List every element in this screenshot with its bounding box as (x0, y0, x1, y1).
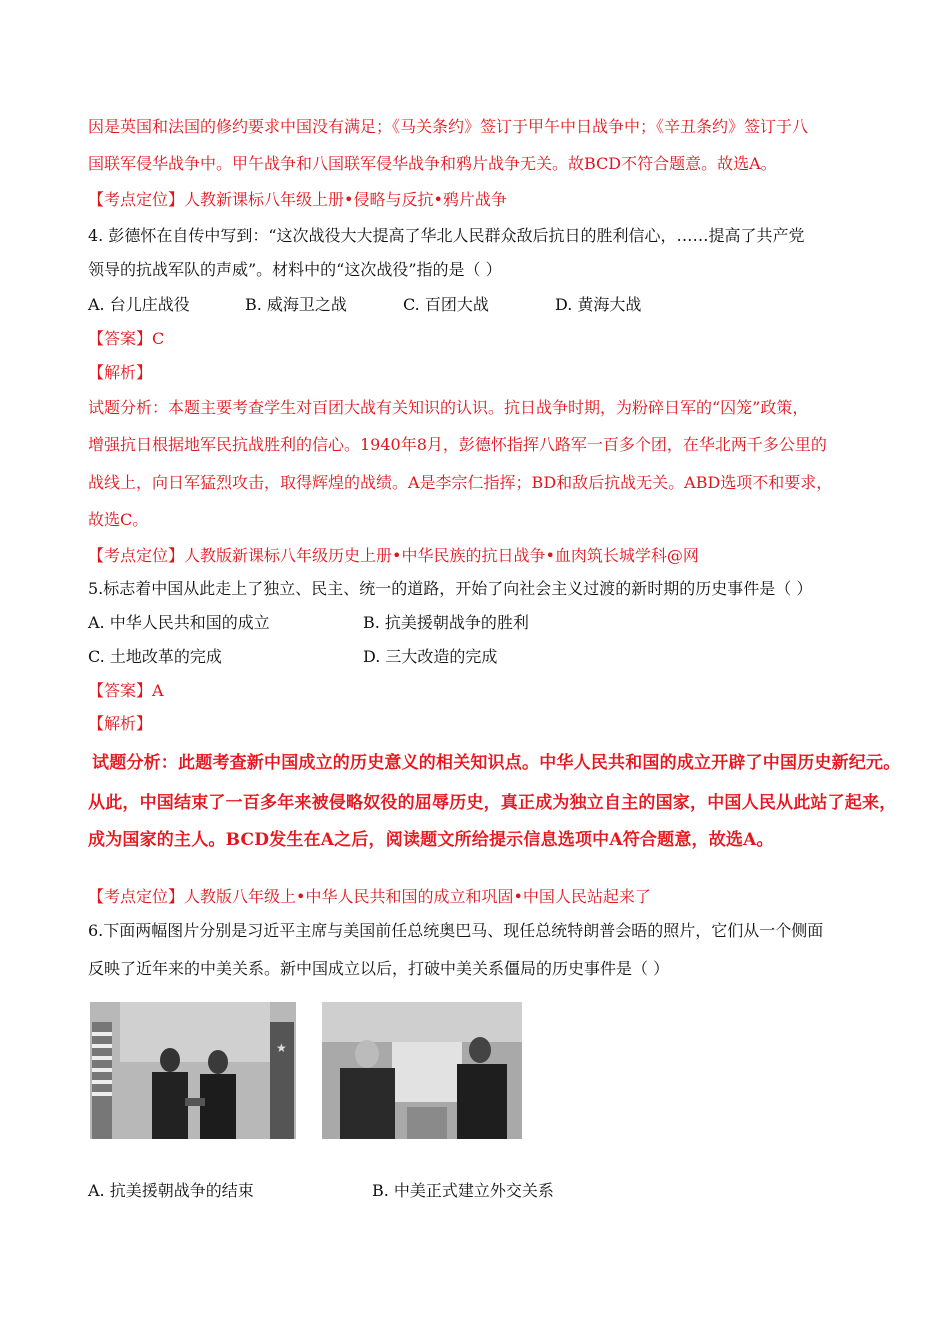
q4-analysis-label: 【解析】 (88, 363, 153, 382)
q5-stem: 5.标志着中国从此走上了独立、民主、统一的道路，开始了向社会主义过渡的新时期的历史事件是（ ） (88, 579, 813, 598)
q4-stem-line-1: 4. 彭德怀在自传中写到：“这次战役大大提高了华北人民群众敌后抗日的胜利信心，……提高了共产党 (88, 226, 805, 245)
q6-stem-line-1: 6.下面两幅图片分别是习近平主席与美国前任总统奥巴马、现任总统特朗普会晤的照片，它们从一个侧面 (88, 921, 824, 940)
photo-obama-meeting (90, 1002, 296, 1139)
q4-analysis-line-1: 试题分析：本题主要考查学生对百团大战有关知识的认识。抗日战争时期，为粉碎日军的“囚笼”政策， (88, 398, 809, 417)
q5-answer: 【答案】A (88, 681, 164, 700)
q4-option-b: B. 威海卫之战 (245, 295, 347, 314)
q6-option-a: A. 抗美援朝战争的结束 (88, 1181, 254, 1200)
q4-analysis-line-4: 故选C。 (88, 510, 149, 529)
q4-option-d: D. 黄海大战 (555, 295, 642, 314)
q4-analysis-line-3: 战线上，向日军猛烈攻击，取得辉煌的战绩。A是李宗仁指挥；BD和敌后抗战无关。ABD选项不和要求， (88, 473, 833, 492)
q5-analysis-label: 【解析】 (88, 714, 153, 733)
q4-analysis-line-2: 增强抗日根据地军民抗战胜利的信心。1940年8月，彭德怀指挥八路军一百多个团，在华北两千多公里的 (88, 435, 827, 454)
q3-analysis-line-2: 国联军侵华战争中。甲午战争和八国联军侵华战争和鸦片战争无关。故BCD不符合题意。故选A。 (88, 154, 777, 173)
q5-analysis-line-1: 试题分析：此题考查新中国成立的历史意义的相关知识点。中华人民共和国的成立开辟了中国历史新纪元。 (92, 753, 901, 773)
q5-option-a: A. 中华人民共和国的成立 (88, 613, 270, 632)
svg-text:★: ★ (276, 1041, 287, 1055)
q3-analysis-line-1: 因是英国和法国的修约要求中国没有满足；《马关条约》签订于甲午中日战争中；《辛丑条约》签订于八 (88, 117, 809, 136)
q3-knowledge-point: 【考点定位】人教新课标八年级上册•侵略与反抗•鸦片战争 (88, 190, 507, 209)
photo-trump-meeting (322, 1002, 522, 1139)
q4-option-a: A. 台儿庄战役 (88, 295, 190, 314)
q6-option-b: B. 中美正式建立外交关系 (372, 1181, 554, 1200)
q5-knowledge-point: 【考点定位】人教版八年级上•中华人民共和国的成立和巩固•中国人民站起来了 (88, 887, 651, 906)
q5-option-c: C. 土地改革的完成 (88, 647, 222, 666)
q4-answer: 【答案】C (88, 329, 165, 348)
q4-stem-line-2: 领导的抗战军队的声威”。材料中的“这次战役”指的是（ ） (88, 260, 502, 279)
q5-option-b: B. 抗美援朝战争的胜利 (363, 613, 529, 632)
q5-analysis-line-3: 成为国家的主人。BCD发生在A之后，阅读题文所给提示信息选项中A符合题意，故选A。 (88, 830, 774, 850)
q4-option-c: C. 百团大战 (403, 295, 489, 314)
q4-knowledge-point: 【考点定位】人教版新课标八年级历史上册•中华民族的抗日战争•血肉筑长城学科@网 (88, 546, 699, 565)
q5-option-d: D. 三大改造的完成 (363, 647, 498, 666)
q6-stem-line-2: 反映了近年来的中美关系。新中国成立以后，打破中美关系僵局的历史事件是（ ） (88, 959, 670, 978)
q5-analysis-line-2: 从此，中国结束了一百多年来被侵略奴役的屈辱历史，真正成为独立自主的国家，中国人民从此站了起来， (88, 793, 897, 813)
